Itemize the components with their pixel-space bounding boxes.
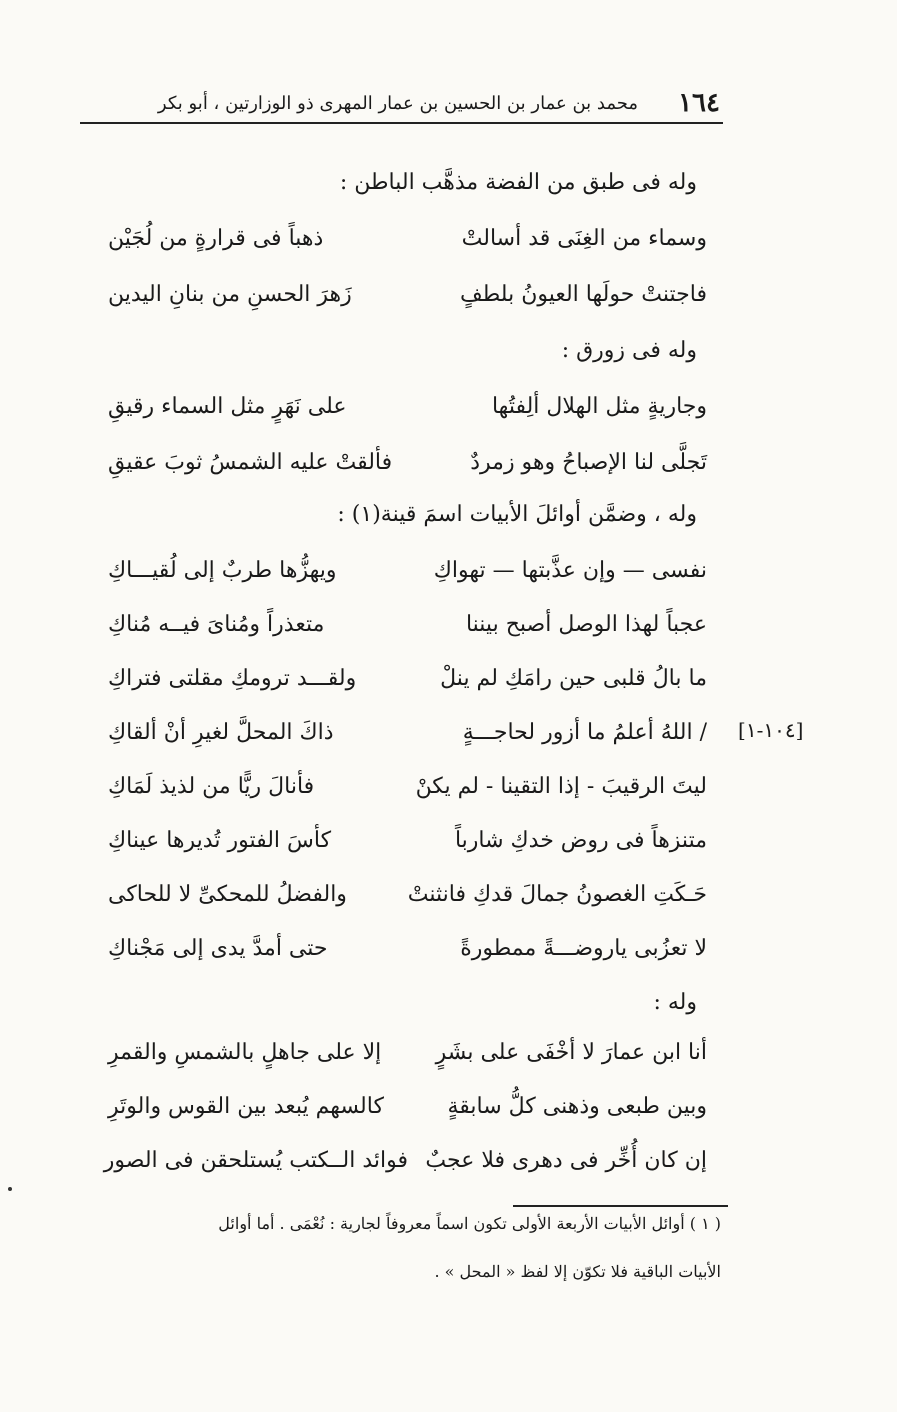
verse-4-2-first-hemistich: وبين طبعى وذهنى كلُّ سابقةٍ [447, 1094, 707, 1119]
verse-3-7-first-hemistich: حَـكَتِ الغصونُ جمالَ قدكِ فانثنتْ [407, 882, 707, 907]
intro-boat: وله فى زورق : [561, 338, 697, 363]
margin-page-reference: [١٠٤-١] [738, 718, 804, 742]
verse-3-6-first-hemistich: متنزهاً فى روض خدكِ شارباً [454, 828, 707, 853]
verse-4-3-first-hemistich: إن كان أُخِّر فى دهرى فلا عجبٌ [425, 1148, 707, 1173]
verse-1-1-first-hemistich: وسماء من الغِنَى قد أسالتْ [461, 226, 707, 251]
verse-3-5-second-hemistich: فأنالَ ريًّا من لذيذ لَمَاكِ [108, 774, 315, 799]
page-number: ١٦٤ [678, 88, 720, 118]
verse-2-2-second-hemistich: فألقتْ عليه الشمسُ ثوبَ عقيقِ [108, 450, 393, 475]
verse-4-1-second-hemistich: إلا على جاهلٍ بالشمسِ والقمرِ [108, 1040, 382, 1065]
footnote-line-1: ( ١ ) أوائل الأبيات الأربعة الأولى تكون اسماً معروفاً لجارية : نُعْمَى . أما أوائل [218, 1214, 721, 1233]
running-title: محمد بن عمار بن الحسين بن عمار المهرى ذو الوزارتين ، أبو بكر [157, 93, 638, 114]
verse-4-1-first-hemistich: أنا ابن عمارَ لا أخْفَى على بشَرٍ [435, 1040, 707, 1065]
verse-1-2-first-hemistich: فاجتنتْ حولَها العيونُ بلطفٍ [459, 282, 707, 307]
verse-1-1-second-hemistich: ذهباً فى قرارةٍ من لُجَيْن [108, 226, 324, 251]
footnote-rule [513, 1205, 728, 1207]
verse-1-2-second-hemistich: زَهرَ الحسنِ من بنانِ اليدين [108, 282, 352, 307]
header-rule [80, 122, 723, 124]
verse-3-5-first-hemistich: ليتَ الرقيبَ - إذا التقينا - لم يكنْ [415, 774, 707, 799]
verse-4-2-second-hemistich: كالسهم يُبعد بين القوس والوتَرِ [108, 1094, 384, 1119]
verse-3-8-second-hemistich: حتى أمدَّ يدى إلى مَجْناكِ [108, 936, 328, 961]
verse-3-1-first-hemistich: نفسى — وإن عذَّبتها — تهواكِ [433, 558, 707, 583]
print-speck [8, 1187, 12, 1191]
verse-3-3-second-hemistich: ولقـــد ترومكِ مقلتى فتراكِ [108, 666, 357, 691]
verse-4-3-second-hemistich: فوائد الــكتب يُستلحقن فى الصور [103, 1148, 408, 1173]
verse-3-2-first-hemistich: عجباً لهذا الوصل أصبح بيننا [465, 612, 707, 637]
verse-3-3-first-hemistich: ما بالُ قلبى حين رامَكِ لم ينلْ [440, 666, 707, 691]
verse-3-4-second-hemistich: ذاكَ المحلَّ لغيرِ أنْ ألقاكِ [108, 720, 334, 745]
intro-silver-tray: وله فى طبق من الفضة مذهَّب الباطن : [339, 170, 697, 195]
verse-2-2-first-hemistich: تَجلَّى لنا الإصباحُ وهو زمردٌ [470, 450, 707, 475]
verse-3-8-first-hemistich: لا تعزُبى ياروضـــةً ممطورةً [460, 936, 707, 961]
verse-3-1-second-hemistich: ويهزُّها طربٌ إلى لُقيـــاكِ [108, 558, 337, 583]
verse-2-1-second-hemistich: على نَهَرٍ مثل السماء رقيقِ [108, 394, 347, 419]
verse-2-1-first-hemistich: وجاريةٍ مثل الهلال ألِفتُها [491, 394, 707, 419]
intro-acrostic: وله ، وضمَّن أوائلَ الأبيات اسمَ قينة(١) : [337, 502, 697, 527]
verse-3-6-second-hemistich: كأسَ الفتور تُديرها عيناكِ [108, 828, 332, 853]
verse-3-7-second-hemistich: والفضلُ للمحكىِّ لا للحاكى [108, 882, 347, 907]
intro-self-praise: وله : [653, 990, 697, 1015]
verse-3-4-first-hemistich: / اللهُ أعلمُ ما أزور لحاجـــةٍ [462, 720, 707, 745]
verse-3-2-second-hemistich: متعذراً ومُناىَ فيــه مُناكِ [108, 612, 325, 637]
footnote-line-2: الأبيات الباقية فلا تكوّن إلا لفظ « المحل » . [434, 1262, 721, 1281]
